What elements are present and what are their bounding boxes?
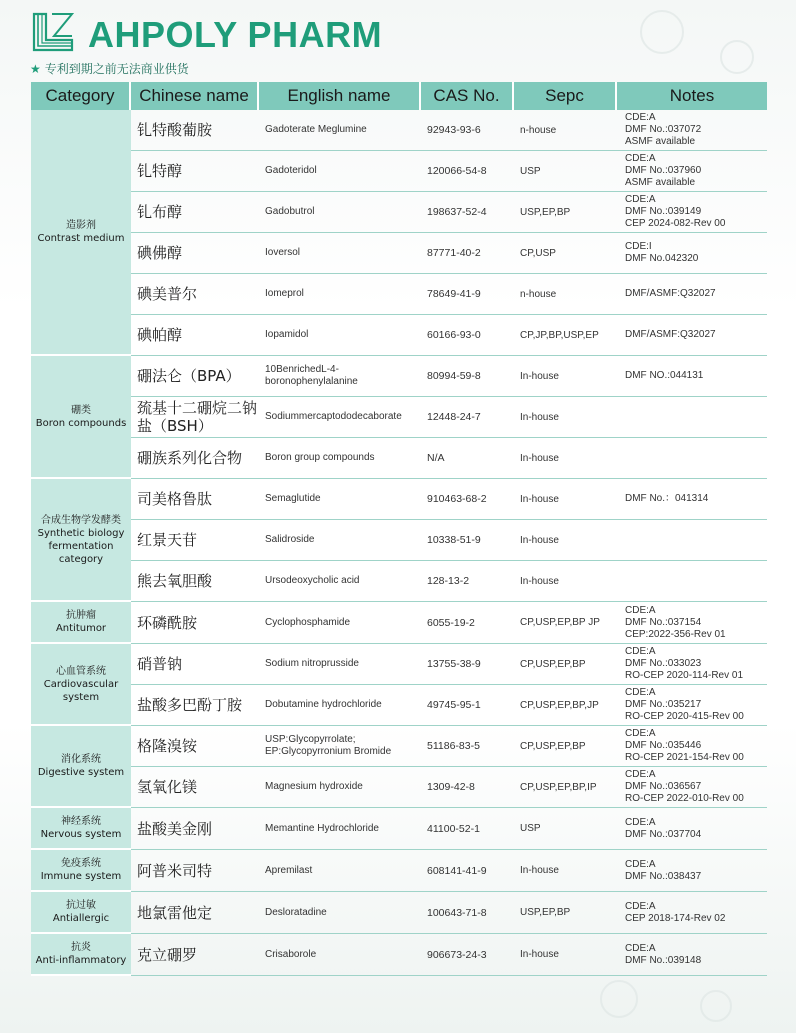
sepc-cell: In-house <box>514 561 617 602</box>
sepc-cell: CP,USP,EP,BP JP <box>514 602 617 644</box>
category-cell <box>31 356 131 479</box>
chinese-name-cell: 巯基十二硼烷二钠盐（BSH） <box>131 397 259 438</box>
cas-number-cell: 78649-41-9 <box>421 274 514 315</box>
table-row <box>31 397 767 438</box>
note-line: DMF No.:037704 <box>625 828 702 840</box>
notes-cell <box>617 726 767 767</box>
cas-number-cell: 1309-42-8 <box>421 767 514 808</box>
category-cell <box>31 850 131 892</box>
table-row <box>31 808 767 850</box>
notes-cell <box>617 561 767 602</box>
category-cell <box>31 602 131 644</box>
cas-number-cell: 128-13-2 <box>421 561 514 602</box>
note-line: RO-CEP 2022-010-Rev 00 <box>625 793 744 804</box>
cas-number-cell: N/A <box>421 438 514 479</box>
english-name-cell: Boron group compounds <box>259 438 421 479</box>
notes-cell <box>617 685 767 726</box>
sepc-cell: In-house <box>514 479 617 520</box>
note-line: DMF No.:039149 <box>625 206 702 217</box>
category-en: Immune system <box>40 871 122 882</box>
sepc-cell: In-house <box>514 438 617 479</box>
cas-number-cell: 87771-40-2 <box>421 233 514 274</box>
chinese-name-cell: 盐酸美金刚 <box>131 808 259 850</box>
category-en: Antiallergic <box>52 913 110 924</box>
category-zh: 合成生物学发酵类 <box>41 514 121 526</box>
chinese-name-cell: 硼族系列化合物 <box>131 438 259 479</box>
english-name-cell: 10BenrichedL-4-boronophenylalanine <box>259 356 421 397</box>
chinese-name-cell: 钆特醇 <box>131 151 259 192</box>
chinese-name-cell: 环磷酰胺 <box>131 602 259 644</box>
note-line: CDE:A <box>625 687 656 698</box>
category-en: Digestive system <box>37 767 125 778</box>
english-name-cell: Iopamidol <box>259 315 421 356</box>
notes-cell <box>617 808 767 850</box>
category-en: Antitumor <box>55 623 107 634</box>
sepc-cell: In-house <box>514 850 617 892</box>
table-row <box>31 726 767 767</box>
column-header-sepc: Sepc <box>514 82 617 110</box>
note-line: CDE:A <box>625 153 656 164</box>
notes-cell <box>617 315 767 356</box>
sepc-cell: In-house <box>514 397 617 438</box>
sepc-cell: USP,EP,BP <box>514 892 617 934</box>
category-cell <box>31 808 131 850</box>
category-zh: 抗过敏 <box>66 900 96 911</box>
note-line: DMF/ASMF:Q32027 <box>625 329 716 340</box>
note-line: CDE:A <box>625 816 656 828</box>
english-name-cell: Sodium nitroprusside <box>259 644 421 685</box>
category-zh: 造影剂 <box>66 220 96 231</box>
category-en: Nervous system <box>40 829 122 840</box>
table-row <box>31 892 767 934</box>
category-en: Anti-inflammatory <box>35 955 127 966</box>
table-row <box>31 520 767 561</box>
table-row <box>31 356 767 397</box>
sepc-cell: n-house <box>514 274 617 315</box>
english-name-cell: Sodiummercaptododecaborate <box>259 397 421 438</box>
chinese-name-cell: 碘美普尔 <box>131 274 259 315</box>
cas-number-cell: 92943-93-6 <box>421 110 514 151</box>
english-name-cell: Iomeprol <box>259 274 421 315</box>
sepc-cell: USP <box>514 808 617 850</box>
note-line: DMF No.:037154 <box>625 616 702 628</box>
english-name-cell: Ioversol <box>259 233 421 274</box>
star-icon: ★ <box>30 62 41 76</box>
ahpoly-logo-icon <box>32 12 74 52</box>
cas-number-cell: 12448-24-7 <box>421 397 514 438</box>
category-zh: 神经系统 <box>61 816 101 827</box>
note-line: DMF No.:035217 <box>625 699 702 710</box>
category-en: Cardiovascular system <box>43 678 119 703</box>
note-line: DMF No.:036567 <box>625 781 702 792</box>
note-line: CDE:A <box>625 604 656 616</box>
table-row <box>31 315 767 356</box>
cas-number-cell: 60166-93-0 <box>421 315 514 356</box>
category-en: Boron compounds <box>35 417 127 429</box>
english-name-cell: Magnesium hydroxide <box>259 767 421 808</box>
note-line: DMF No.:035446 <box>625 740 702 751</box>
background-molecule <box>700 990 732 1022</box>
cas-number-cell: 10338-51-9 <box>421 520 514 561</box>
chinese-name-cell: 碘帕醇 <box>131 315 259 356</box>
notes-cell <box>617 151 767 192</box>
english-name-cell: Ursodeoxycholic acid <box>259 561 421 602</box>
chinese-name-cell: 钆布醇 <box>131 192 259 233</box>
table-header-row <box>31 82 767 110</box>
sepc-cell: CP,USP,EP,BP,IP <box>514 767 617 808</box>
cas-number-cell: 6055-19-2 <box>421 602 514 644</box>
sepc-cell: USP,EP,BP <box>514 192 617 233</box>
note-line: DMF NO.:044131 <box>625 370 704 381</box>
note-line: RO-CEP 2020-114-Rev 01 <box>625 670 744 681</box>
category-zh: 免疫系统 <box>61 858 101 869</box>
note-line: CDE:A <box>625 112 656 123</box>
table-row <box>31 110 767 151</box>
table-row <box>31 233 767 274</box>
table-row <box>31 151 767 192</box>
notes-cell <box>617 192 767 233</box>
english-name-cell: Cyclophosphamide <box>259 602 421 644</box>
english-name-cell: Gadoteridol <box>259 151 421 192</box>
notes-cell <box>617 602 767 644</box>
table-row <box>31 479 767 520</box>
notes-cell <box>617 233 767 274</box>
notes-cell <box>617 479 767 520</box>
category-cell <box>31 892 131 934</box>
background-molecule <box>720 40 754 74</box>
patent-notice <box>30 60 189 77</box>
note-line: CDE:A <box>625 942 656 954</box>
note-line: DMF No.:039148 <box>625 954 702 966</box>
column-header-chinese-name: Chinese name <box>131 82 259 110</box>
english-name-cell: Dobutamine hydrochloride <box>259 685 421 726</box>
notes-cell <box>617 850 767 892</box>
table-row <box>31 767 767 808</box>
table-body <box>31 110 767 976</box>
column-header-english-name: English name <box>259 82 421 110</box>
english-name-cell: Semaglutide <box>259 479 421 520</box>
english-name-cell: Desloratadine <box>259 892 421 934</box>
cas-number-cell: 13755-38-9 <box>421 644 514 685</box>
notes-cell <box>617 397 767 438</box>
chinese-name-cell: 阿普米司特 <box>131 850 259 892</box>
table-row <box>31 934 767 976</box>
note-line: CEP 2018-174-Rev 02 <box>625 912 726 924</box>
note-line: CEP 2024-082-Rev 00 <box>625 218 726 229</box>
cas-number-cell: 49745-95-1 <box>421 685 514 726</box>
cas-number-cell: 608141-41-9 <box>421 850 514 892</box>
cas-number-cell: 120066-54-8 <box>421 151 514 192</box>
note-line: ASMF available <box>625 177 696 188</box>
note-line: DMF No.:037960 <box>625 165 702 176</box>
english-name-cell: Apremilast <box>259 850 421 892</box>
chinese-name-cell: 硝普钠 <box>131 644 259 685</box>
chinese-name-cell: 钆特酸葡胺 <box>131 110 259 151</box>
product-table <box>31 82 767 976</box>
sepc-cell: CP,USP,EP,BP <box>514 644 617 685</box>
note-line: RO-CEP 2020-415-Rev 00 <box>625 711 744 722</box>
cas-number-cell: 100643-71-8 <box>421 892 514 934</box>
sepc-cell: CP,USP,EP,BP,JP <box>514 685 617 726</box>
brand-name: AHPOLY PHARM <box>88 14 383 55</box>
note-line: CDE:I <box>625 241 652 252</box>
english-name-cell: Crisaborole <box>259 934 421 976</box>
chinese-name-cell: 地氯雷他定 <box>131 892 259 934</box>
sepc-cell: CP,USP <box>514 233 617 274</box>
note-line: ASMF available <box>625 136 696 147</box>
category-zh: 消化系统 <box>61 754 101 765</box>
sepc-cell: n-house <box>514 110 617 151</box>
notes-cell <box>617 356 767 397</box>
note-line: CDE:A <box>625 194 656 205</box>
note-line: DMF No.：041314 <box>625 493 709 504</box>
chinese-name-cell: 氢氧化镁 <box>131 767 259 808</box>
cas-number-cell: 80994-59-8 <box>421 356 514 397</box>
cas-number-cell: 906673-24-3 <box>421 934 514 976</box>
table-row <box>31 561 767 602</box>
table-row <box>31 644 767 685</box>
background-molecule <box>640 10 684 54</box>
notes-cell <box>617 644 767 685</box>
column-header-notes: Notes <box>617 82 767 110</box>
category-zh: 心血管系统 <box>56 665 106 677</box>
table-row <box>31 274 767 315</box>
note-line: RO-CEP 2021-154-Rev 00 <box>625 752 744 763</box>
notes-cell <box>617 767 767 808</box>
category-zh: 硼类 <box>71 404 91 416</box>
cas-number-cell: 910463-68-2 <box>421 479 514 520</box>
note-line: CDE:A <box>625 728 656 739</box>
note-line: DMF/ASMF:Q32027 <box>625 288 716 299</box>
sepc-cell: In-house <box>514 934 617 976</box>
category-en: Synthetic biology fermentation category <box>37 527 125 565</box>
category-cell <box>31 110 131 356</box>
category-cell <box>31 726 131 808</box>
category-en: Contrast medium <box>37 233 125 244</box>
english-name-cell: Memantine Hydrochloride <box>259 808 421 850</box>
chinese-name-cell: 盐酸多巴酚丁胺 <box>131 685 259 726</box>
note-line: CDE:A <box>625 900 656 912</box>
notes-cell <box>617 520 767 561</box>
english-name-cell: Salidroside <box>259 520 421 561</box>
notes-cell <box>617 438 767 479</box>
sepc-cell: In-house <box>514 356 617 397</box>
note-line: CDE:A <box>625 646 656 657</box>
cas-number-cell: 41100-52-1 <box>421 808 514 850</box>
sepc-cell: CP,USP,EP,BP <box>514 726 617 767</box>
category-zh: 抗炎 <box>71 942 91 953</box>
chinese-name-cell: 硼法仑（BPA） <box>131 356 259 397</box>
chinese-name-cell: 司美格鲁肽 <box>131 479 259 520</box>
notes-cell <box>617 110 767 151</box>
note-line: CDE:A <box>625 858 656 870</box>
category-zh: 抗肿瘤 <box>66 610 96 621</box>
english-name-cell: USP:Glycopyrrolate; EP:Glycopyrronium Bromide <box>259 726 421 767</box>
chinese-name-cell: 碘佛醇 <box>131 233 259 274</box>
sepc-cell: USP <box>514 151 617 192</box>
table-row <box>31 602 767 644</box>
notes-cell <box>617 934 767 976</box>
chinese-name-cell: 克立硼罗 <box>131 934 259 976</box>
column-header-cas-no: CAS No. <box>421 82 514 110</box>
category-cell <box>31 644 131 726</box>
cas-number-cell: 51186-83-5 <box>421 726 514 767</box>
notice-text: 专利到期之前无法商业供货 <box>44 62 189 76</box>
table-row <box>31 438 767 479</box>
background-molecule <box>600 980 638 1018</box>
table-row <box>31 192 767 233</box>
chinese-name-cell: 熊去氧胆酸 <box>131 561 259 602</box>
notes-cell <box>617 892 767 934</box>
table-row <box>31 685 767 726</box>
notes-cell <box>617 274 767 315</box>
note-line: DMF No.:033023 <box>625 658 702 669</box>
note-line: DMF No.042320 <box>625 253 699 264</box>
english-name-cell: Gadobutrol <box>259 192 421 233</box>
english-name-cell: Gadoterate Meglumine <box>259 110 421 151</box>
cas-number-cell: 198637-52-4 <box>421 192 514 233</box>
column-header-category: Category <box>31 82 131 110</box>
table-row <box>31 850 767 892</box>
note-line: CEP:2022-356-Rev 01 <box>625 628 726 640</box>
sepc-cell: CP,JP,BP,USP,EP <box>514 315 617 356</box>
category-cell <box>31 934 131 976</box>
chinese-name-cell: 红景天苷 <box>131 520 259 561</box>
sepc-cell: In-house <box>514 520 617 561</box>
note-line: DMF No.:038437 <box>625 870 702 882</box>
note-line: DMF No.:037072 <box>625 124 702 135</box>
category-cell <box>31 479 131 602</box>
note-line: CDE:A <box>625 769 656 780</box>
chinese-name-cell: 格隆溴铵 <box>131 726 259 767</box>
